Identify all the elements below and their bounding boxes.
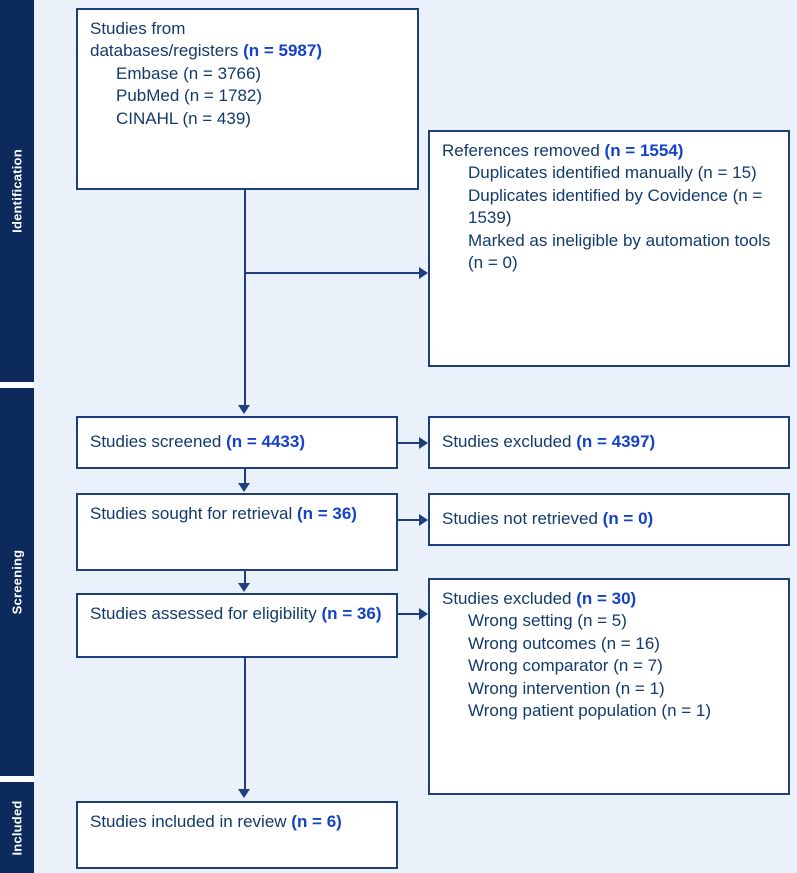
box-reports-not-retrieved [428, 493, 790, 546]
connector-assessed-to-reports-excluded [398, 613, 420, 615]
records-removed-item-0: Duplicates identified manually (n = 15) [468, 163, 757, 183]
box-records-identified [76, 8, 419, 190]
connector-sought-to-not-retrieved [398, 519, 420, 521]
box-reports-sought [76, 493, 398, 571]
records-screened-count: (n = 4433) [226, 432, 305, 452]
connector-screened-to-sought [244, 469, 246, 484]
reports-sought-title: Studies sought for retrieval [90, 504, 297, 523]
records-removed-title: References removed [442, 141, 605, 160]
records-identified-count: (n = 5987) [243, 41, 322, 61]
reports-assessed-title: Studies assessed for eligibility [90, 604, 322, 623]
records-removed-count: (n = 1554) [604, 141, 684, 160]
reports-excluded-title: Studies excluded [442, 589, 577, 608]
arrowhead-assessed [238, 583, 250, 592]
arrowhead-included [238, 789, 250, 798]
connector-screened-to-excluded [398, 442, 420, 444]
connector-identified-to-removed [244, 272, 420, 274]
records-excluded-count: (n = 4397) [576, 432, 656, 452]
phase-rail-included [0, 782, 34, 873]
records-identified-source-1: PubMed (n = 1782) [116, 86, 263, 106]
arrowhead-sought [238, 483, 250, 492]
reports-assessed-count: (n = 36) [321, 604, 382, 623]
connector-identified-to-screened [244, 190, 246, 407]
box-records-excluded [428, 416, 790, 469]
records-removed-item-1: Duplicates identified by Covidence (n = 1539) [468, 185, 763, 228]
reports-sought-count: (n = 36) [296, 504, 357, 523]
arrowhead-screened [238, 405, 250, 414]
reports-excluded-reason-3: Wrong intervention (n = 1) [468, 678, 665, 698]
studies-included-count: (n = 6) [291, 812, 342, 831]
records-excluded-title: Studies excluded [442, 432, 577, 452]
arrowhead-not-retrieved [419, 514, 428, 526]
phase-label-screening: Screening [9, 549, 25, 615]
arrowhead-removed [419, 267, 428, 279]
reports-excluded-reason-2: Wrong comparator (n = 7) [468, 656, 663, 676]
reports-not-retrieved-title: Studies not retrieved [442, 509, 603, 529]
arrowhead-excluded [419, 437, 428, 449]
phase-label-included: Included [9, 799, 25, 856]
records-screened-title: Studies screened [90, 432, 227, 452]
box-reports-excluded [428, 578, 790, 795]
box-records-screened [76, 416, 398, 469]
phase-label-identification: Identification [9, 149, 25, 233]
box-studies-included [76, 801, 398, 869]
records-identified-line2: databases/registers [90, 41, 244, 61]
records-identified-line1: Studies from [90, 19, 186, 38]
reports-excluded-reason-4: Wrong patient population (n = 1) [468, 701, 712, 721]
reports-excluded-reason-1: Wrong outcomes (n = 16) [468, 633, 660, 653]
arrowhead-reports-excluded [419, 608, 428, 620]
records-identified-source-0: Embase (n = 3766) [116, 63, 262, 83]
box-reports-assessed [76, 593, 398, 658]
reports-excluded-count: (n = 30) [576, 589, 637, 608]
phase-rail-identification [0, 0, 34, 382]
box-records-removed [428, 130, 790, 367]
records-identified-source-2: CINAHL (n = 439) [116, 108, 251, 128]
records-removed-item-2: Marked as ineligible by automation tools (n = 0) [468, 230, 771, 273]
connector-assessed-to-included [244, 658, 246, 791]
phase-rail-screening [0, 388, 34, 776]
studies-included-title: Studies included in review [90, 812, 292, 831]
reports-excluded-reason-0: Wrong setting (n = 5) [468, 611, 627, 631]
reports-not-retrieved-count: (n = 0) [602, 509, 654, 529]
